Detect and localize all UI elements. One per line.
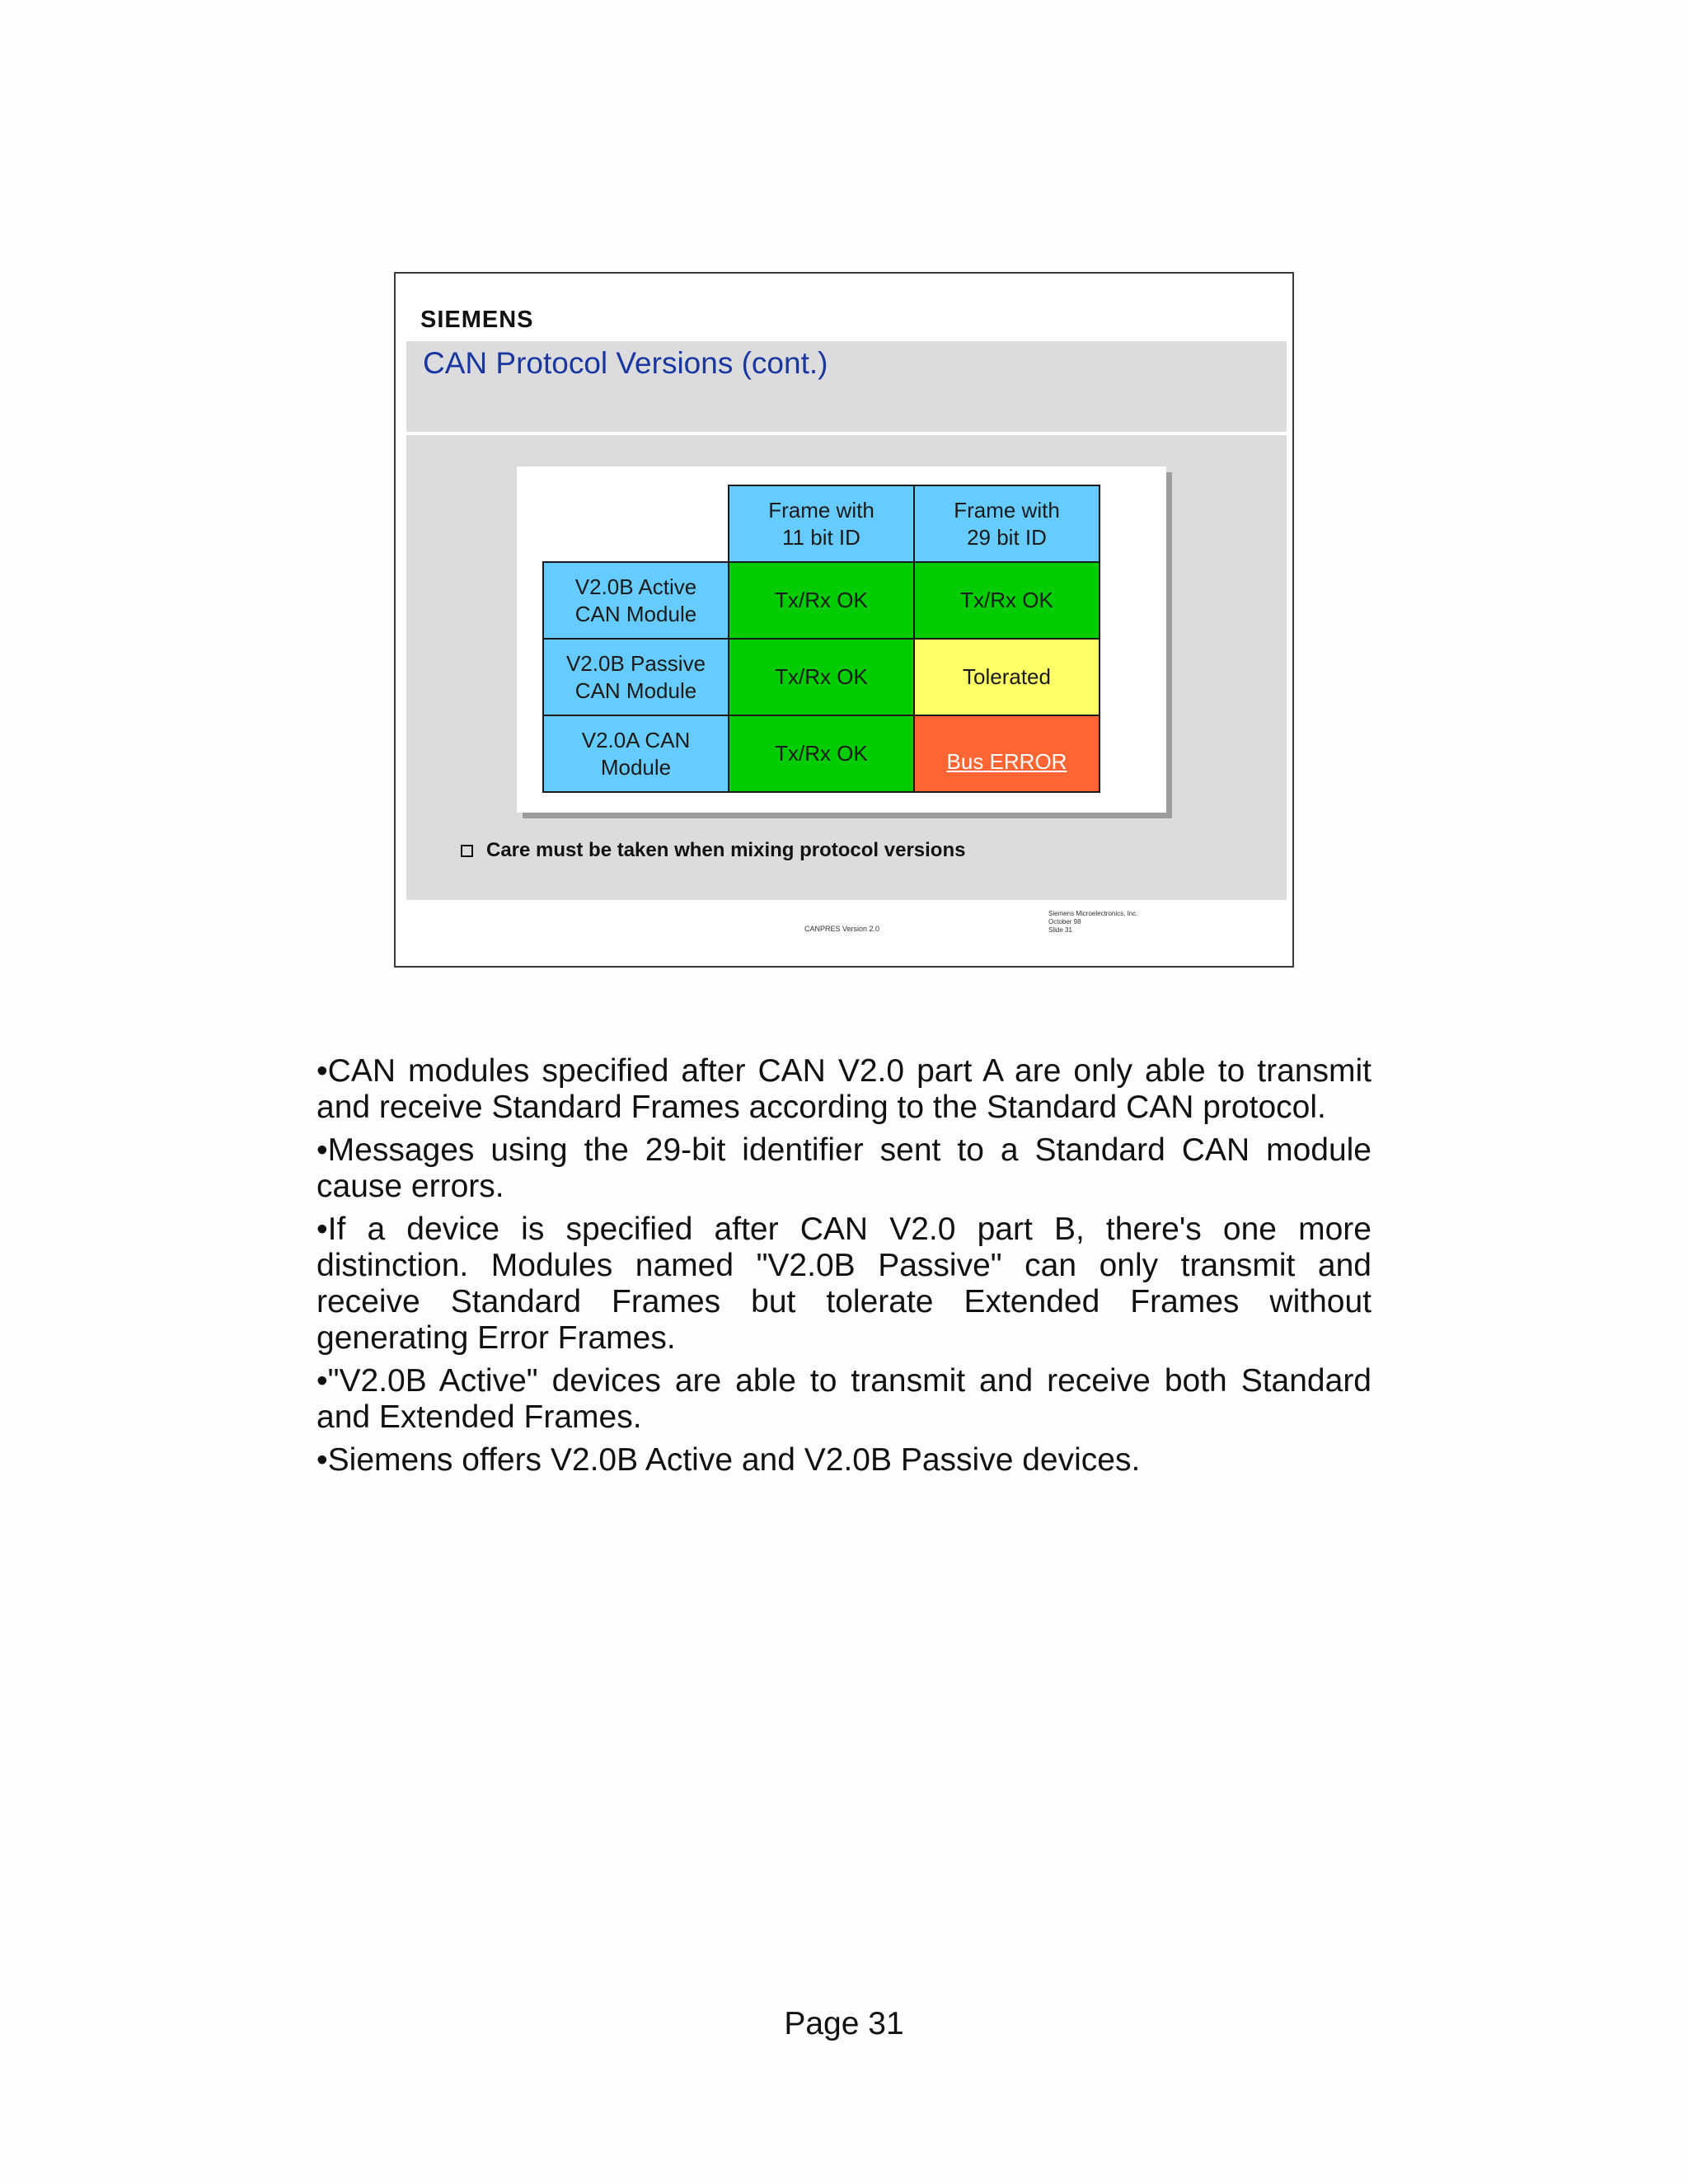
cell-passive-29bit: Tolerated [913, 638, 1100, 716]
column-header-11bit: Frame with 11 bit ID [728, 485, 915, 563]
body-paragraph: •Siemens offers V2.0B Active and V2.0B Passive devices. [316, 1442, 1141, 1478]
footer-date: October 98 [1048, 918, 1081, 926]
slide-title: CAN Protocol Versions (cont.) [423, 346, 828, 380]
title-band [406, 341, 1287, 432]
cell-active-29bit: Tx/Rx OK [913, 561, 1100, 640]
cell-v20a-11bit: Tx/Rx OK [728, 715, 915, 793]
slide-footer-right [1048, 910, 1137, 935]
protocol-table [517, 466, 1166, 813]
column-header-29bit: Frame with 29 bit ID [913, 485, 1100, 563]
body-paragraph: •If a device is specified after CAN V2.0 part B, there's one more distinction. Modules named "V2.0B Passive" can only transmit and receive Standard Frames but tolerate Extended Frames without generating Error Frames. [316, 1212, 1372, 1356]
checkbox-bullet-icon [461, 845, 473, 857]
note-bullet [461, 839, 965, 862]
body-text [316, 1053, 1372, 1485]
body-paragraph: •Messages using the 29-bit identifier sent to a Standard CAN module cause errors. [316, 1132, 1372, 1204]
content-band [406, 435, 1287, 900]
cell-v20a-29bit [913, 715, 1100, 793]
slide-footer-center: CANPRES Version 2.0 [804, 925, 880, 933]
cell-passive-11bit: Tx/Rx OK [728, 638, 915, 716]
cell-active-11bit: Tx/Rx OK [728, 561, 915, 640]
row-label-v20a: V2.0A CAN Module [542, 715, 729, 793]
row-label-v20b-active: V2.0B Active CAN Module [542, 561, 729, 640]
footer-company: Siemens Microelectronics, Inc. [1048, 910, 1138, 917]
note-text: Care must be taken when mixing protocol versions [486, 839, 966, 861]
slide-frame [394, 272, 1294, 968]
siemens-logo: SIEMENS [420, 307, 534, 333]
body-paragraph: •"V2.0B Active" devices are able to transmit and receive both Standard and Extended Frames. [316, 1363, 1372, 1435]
body-paragraph: •CAN modules specified after CAN V2.0 part A are only able to transmit and receive Standard Frames according to the Standard CAN protocol. [316, 1053, 1372, 1125]
row-label-v20b-passive: V2.0B Passive CAN Module [542, 638, 729, 716]
page-number: Page 31 [784, 2006, 904, 2041]
bus-error-link[interactable]: Bus ERROR [946, 749, 1067, 774]
footer-slide-number: Slide 31 [1048, 926, 1072, 934]
